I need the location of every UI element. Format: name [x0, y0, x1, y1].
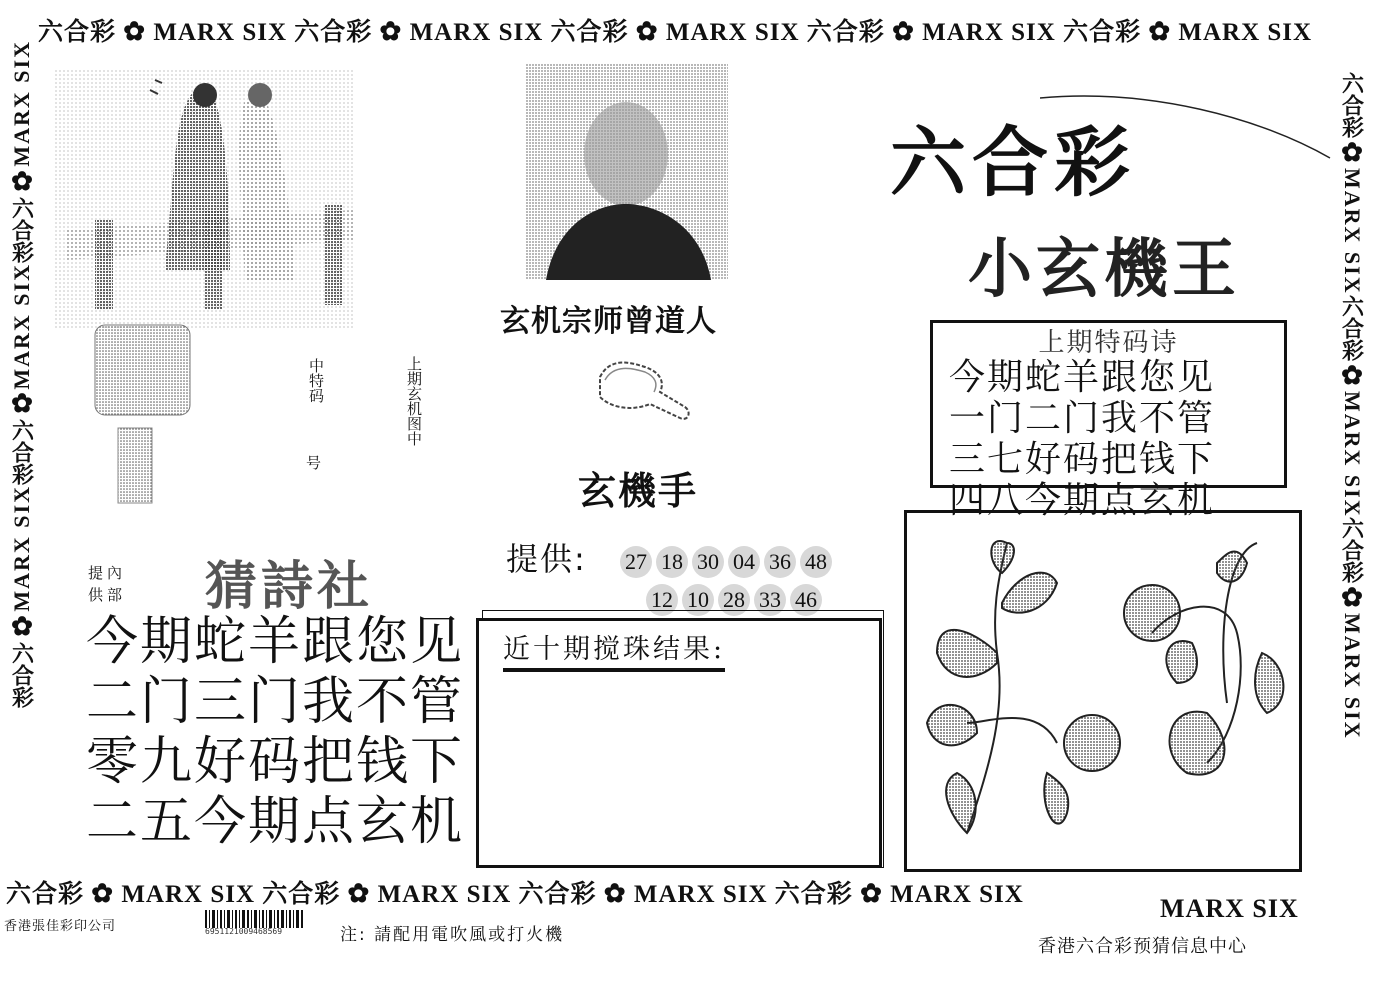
- barcode: [205, 910, 305, 928]
- flower-icon: ✿: [379, 17, 403, 46]
- number-ball: 18: [656, 546, 688, 578]
- border-cn: 六合彩: [6, 881, 85, 908]
- border-en: MARX SIX: [1160, 894, 1299, 923]
- prev-poem-title: 上期特码诗: [1038, 328, 1179, 358]
- border-en: MARX SIX: [9, 485, 34, 612]
- border-cn: 六合彩: [38, 19, 117, 46]
- border-cn: 六合彩: [9, 196, 35, 263]
- border-cn: 六合彩: [9, 641, 35, 708]
- border-en: MARX SIX: [153, 19, 288, 46]
- flower-icon: ✿: [892, 17, 915, 46]
- vertical-label-prev-chart: 上期玄机图中: [405, 356, 423, 446]
- flower-icon: ✿: [91, 879, 115, 908]
- number-ball: 28: [718, 584, 750, 616]
- hand-icon: [590, 352, 700, 432]
- border-cn: 六合彩: [294, 19, 373, 46]
- border-en: MARX SIX: [1340, 390, 1365, 518]
- big-poem-line-3: 零九好码把钱下: [86, 732, 465, 792]
- top-border: [38, 12, 1358, 52]
- border-cn: 六合彩: [1339, 517, 1365, 584]
- prev-poem-line-3: 三七好码把钱下: [949, 439, 1216, 480]
- footer-center: 香港六合彩预猜信息中心: [1038, 936, 1247, 957]
- border-en: MARX SIX: [9, 262, 34, 390]
- big-poem-line-4: 二五今期点玄机: [86, 792, 465, 852]
- border-en: MARX SIX: [377, 881, 512, 908]
- flower-icon: ✿: [123, 17, 147, 46]
- big-poem-line-2: 二门三门我不管: [86, 672, 465, 732]
- figures-illustration: [55, 70, 355, 330]
- printer-name: 香港張佳彩印公司: [4, 919, 117, 934]
- border-cn: 六合彩: [1063, 19, 1142, 46]
- footer-note: 注: 請配用電吹風或打火機: [340, 925, 565, 945]
- border-en: MARX SIX: [633, 881, 768, 908]
- prev-poem-line-2: 一门二门我不管: [949, 398, 1216, 439]
- flower-icon: ✿: [1341, 138, 1363, 167]
- prev-poem-line-4: 四八今期点玄机: [949, 480, 1216, 521]
- poem-society-name: 猜詩社: [205, 557, 374, 617]
- number-ball: 33: [754, 584, 786, 616]
- provide-label: 提供:: [506, 540, 587, 578]
- number-ball: 12: [646, 584, 678, 616]
- vertical-label-number: 号: [306, 454, 322, 472]
- border-en: MARX SIX: [9, 40, 34, 167]
- provide-row-1: [620, 546, 836, 578]
- border-cn: 六合彩: [806, 19, 885, 46]
- flower-icon: ✿: [11, 611, 33, 641]
- border-en: MARX SIX: [665, 19, 800, 46]
- number-ball: 30: [692, 546, 724, 578]
- hand-label: 玄機手: [578, 469, 699, 513]
- flower-frame: [904, 510, 1302, 872]
- seal-ornament: [90, 320, 200, 510]
- flower-icon: ✿: [635, 17, 659, 46]
- bottom-border: [6, 874, 1126, 914]
- internal-label-1: 提內: [88, 564, 127, 582]
- flower-icon: ✿: [1341, 360, 1363, 390]
- flower-icon: ✿: [860, 879, 883, 908]
- flower-icon: ✿: [11, 166, 33, 196]
- border-cn: 六合彩: [9, 419, 35, 486]
- left-border: [2, 40, 42, 870]
- barcode-number: 6951121009468569: [205, 927, 283, 936]
- border-en: MARX SIX: [121, 881, 256, 908]
- bottom-border-end: [1160, 894, 1299, 924]
- vertical-label-special: 中特码: [307, 358, 325, 403]
- results-box: [476, 618, 882, 868]
- flower-icon: ✿: [603, 879, 627, 908]
- number-ball: 48: [800, 546, 832, 578]
- border-cn: 六合彩: [518, 881, 597, 908]
- number-ball: 10: [682, 584, 714, 616]
- flower-icon: ✿: [347, 879, 371, 908]
- border-en: MARX SIX: [1340, 613, 1365, 740]
- border-en: MARX SIX: [1340, 168, 1365, 295]
- right-border: [1332, 72, 1372, 892]
- number-ball: 36: [764, 546, 796, 578]
- prev-poem-box: [930, 320, 1287, 521]
- border-cn: 六合彩: [1339, 72, 1365, 138]
- big-poem-line-1: 今期蛇羊跟您见: [86, 612, 465, 672]
- internal-label-2: 供部: [88, 586, 127, 604]
- border-cn: 六合彩: [1339, 294, 1365, 361]
- flower-icon: ✿: [11, 389, 33, 419]
- master-caption: 玄机宗师曾道人: [500, 304, 717, 339]
- page-title: 六合彩: [890, 118, 1136, 207]
- big-poem: [86, 612, 464, 852]
- flower-illustration: [907, 513, 1299, 869]
- flower-icon: ✿: [1148, 17, 1172, 46]
- border-en: MARX SIX: [409, 19, 544, 46]
- border-en: MARX SIX: [922, 19, 1056, 46]
- number-ball: 27: [620, 546, 652, 578]
- master-portrait: [526, 64, 728, 280]
- page-subtitle: 小玄機王: [968, 233, 1240, 307]
- border-en: MARX SIX: [1178, 19, 1313, 46]
- number-ball: 04: [728, 546, 760, 578]
- border-cn: 六合彩: [774, 881, 853, 908]
- border-cn: 六合彩: [262, 881, 341, 908]
- border-en: MARX SIX: [890, 881, 1024, 908]
- border-cn: 六合彩: [550, 19, 629, 46]
- results-title: 近十期搅珠结果:: [503, 627, 725, 672]
- prev-poem-line-1: 今期蛇羊跟您见: [949, 357, 1216, 398]
- number-ball: 46: [790, 584, 822, 616]
- flower-icon: ✿: [1341, 583, 1363, 613]
